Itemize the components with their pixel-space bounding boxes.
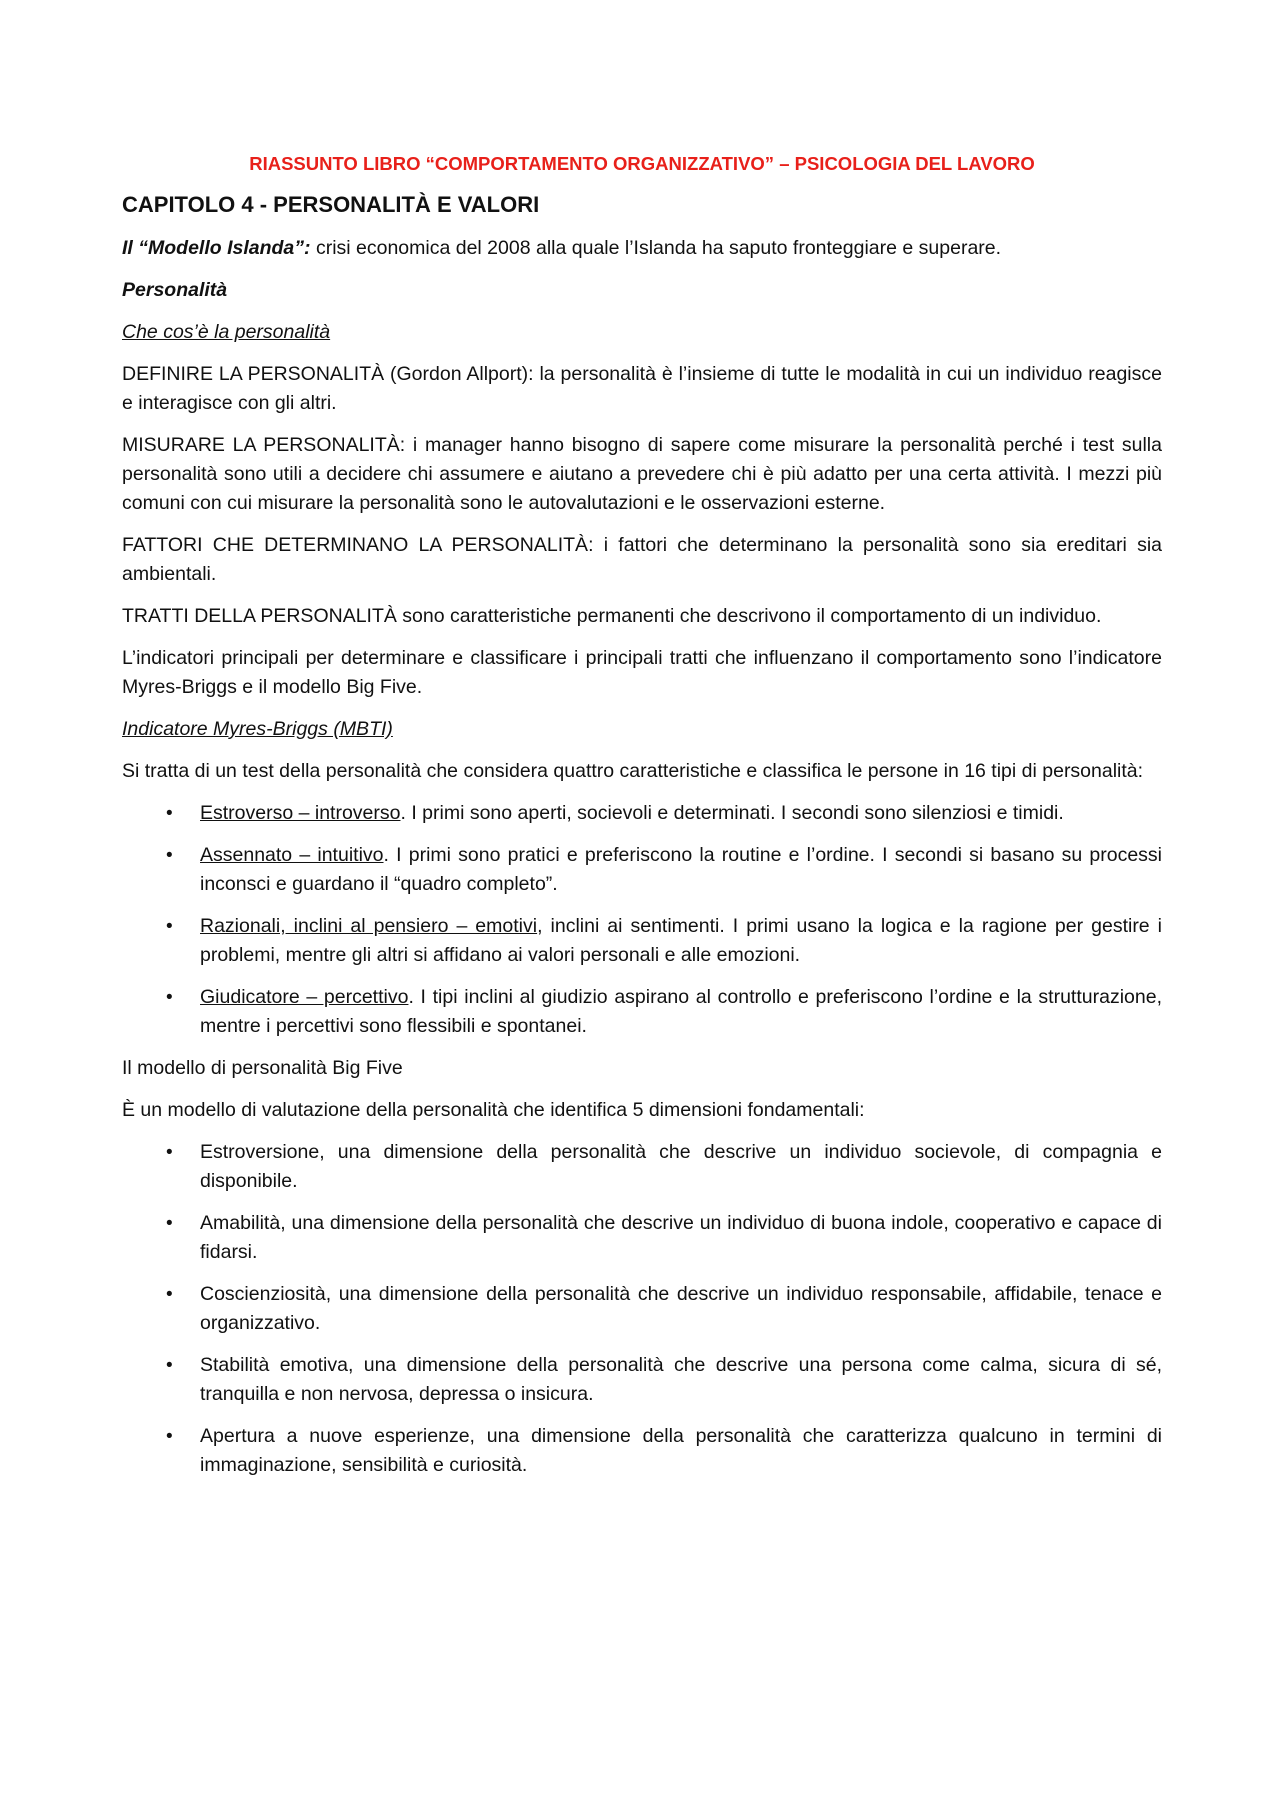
bullet-icon: •	[166, 987, 173, 1008]
islanda-text: crisi economica del 2008 alla quale l’Islanda ha saputo fronteggiare e superare.	[310, 237, 1002, 259]
subsection-mbti-heading: Indicatore Myres-Briggs (MBTI)	[122, 718, 393, 740]
paragraph-fattori: FATTORI CHE DETERMINANO LA PERSONALITÀ: i fattori che determinano la personalità sono sia ereditari sia ambientali.	[122, 534, 1162, 585]
mbti-term: Assennato – intuitivo	[200, 844, 384, 866]
mbti-term: Razionali, inclini al pensiero – emotivi	[200, 915, 538, 937]
bullet-icon: •	[166, 1355, 173, 1376]
mbti-description: . I primi sono pratici e preferiscono la routine e l’ordine. I secondi si basano su processi inconsci e guardano il “quadro completo”.	[200, 844, 1163, 895]
mbti-term: Giudicatore – percettivo	[200, 986, 409, 1008]
list-item	[122, 1351, 1162, 1409]
bullet-icon: •	[166, 1213, 173, 1234]
paragraph-tratti: TRATTI DELLA PERSONALITÀ sono caratteristiche permanenti che descrivono il comportamento di un individuo.	[122, 605, 1102, 627]
subsection-che-cose-heading: Che cos’è la personalità	[122, 321, 331, 343]
list-item	[122, 1209, 1162, 1267]
list-item	[122, 1138, 1162, 1196]
bigfive-item-text: Estroversione, una dimensione della personalità che descrive un individuo socievole, di compagnia e disponibile.	[200, 1141, 1162, 1192]
bullet-icon: •	[166, 916, 173, 937]
bigfive-list	[122, 1138, 1162, 1480]
list-item	[122, 841, 1162, 899]
mbti-intro: Si tratta di un test della personalità che considera quattro caratteristiche e classifica le persone in 16 tipi di personalità:	[122, 760, 1144, 782]
bigfive-intro: È un modello di valutazione della personalità che identifica 5 dimensioni fondamentali:	[122, 1099, 865, 1121]
mbti-description: . I tipi inclini al giudizio aspirano al controllo e preferiscono l’ordine e la strutturazione, mentre i percettivi sono flessibili e spontanei.	[200, 986, 1162, 1037]
list-item	[122, 1422, 1162, 1480]
mbti-list	[122, 799, 1162, 1041]
bullet-icon: •	[166, 803, 173, 824]
bullet-icon: •	[166, 845, 173, 866]
bigfive-item-text: Stabilità emotiva, una dimensione della personalità che descrive una persona come calma, sicura di sé, tranquilla e non nervosa, depressa o insicura.	[200, 1354, 1162, 1405]
document-title: RIASSUNTO LIBRO “COMPORTAMENTO ORGANIZZATIVO” – PSICOLOGIA DEL LAVORO	[249, 153, 1035, 174]
list-item	[122, 983, 1162, 1041]
bullet-icon: •	[166, 1142, 173, 1163]
section-personalita-heading: Personalità	[122, 279, 228, 301]
bigfive-heading: Il modello di personalità Big Five	[122, 1057, 403, 1079]
bigfive-item-text: Amabilità, una dimensione della personalità che descrive un individuo di buona indole, cooperativo e capace di fidarsi.	[200, 1212, 1162, 1263]
bigfive-item-text: Apertura a nuove esperienze, una dimensione della personalità che caratterizza qualcuno in termini di immaginazione, sensibilità e curiosità.	[200, 1425, 1162, 1476]
paragraph-indicatori: L’indicatori principali per determinare e classificare i principali tratti che influenzano il comportamento sono l’indicatore Myres-Briggs e il modello Big Five.	[122, 647, 1162, 698]
list-item	[122, 1280, 1162, 1338]
bigfive-item-text: Coscienziosità, una dimensione della personalità che descrive un individuo responsabile, affidabile, tenace e organizzativo.	[200, 1283, 1162, 1334]
bullet-icon: •	[166, 1426, 173, 1447]
list-item	[122, 912, 1162, 970]
document-content	[122, 150, 1162, 1493]
paragraph-misurare: MISURARE LA PERSONALITÀ: i manager hanno bisogno di sapere come misurare la personalità perché i test sulla personalità sono utili a decidere chi assumere e aiutano a prevedere chi è più adatto per una certa attività. I mezzi più comuni con cui misurare la personalità sono le autovalutazioni e le osservazioni esterne.	[122, 434, 1162, 514]
islanda-paragraph	[122, 234, 1162, 263]
list-item	[122, 799, 1162, 828]
mbti-description: , inclini ai sentimenti. I primi usano la logica e la ragione per gestire i problemi, mentre gli altri si affidano ai valori personali e alle emozioni.	[200, 915, 1163, 966]
mbti-term: Estroverso – introverso	[200, 802, 401, 824]
paragraph-definire: DEFINIRE LA PERSONALITÀ (Gordon Allport): la personalità è l’insieme di tutte le modalità in cui un individuo reagisce e interagisce con gli altri.	[122, 363, 1162, 414]
islanda-label: Il “Modello Islanda”:	[122, 237, 311, 259]
mbti-description: . I primi sono aperti, socievoli e determinati. I secondi sono silenziosi e timidi.	[400, 802, 1064, 824]
chapter-heading: CAPITOLO 4 - PERSONALITÀ E VALORI	[122, 192, 540, 217]
bullet-icon: •	[166, 1284, 173, 1305]
